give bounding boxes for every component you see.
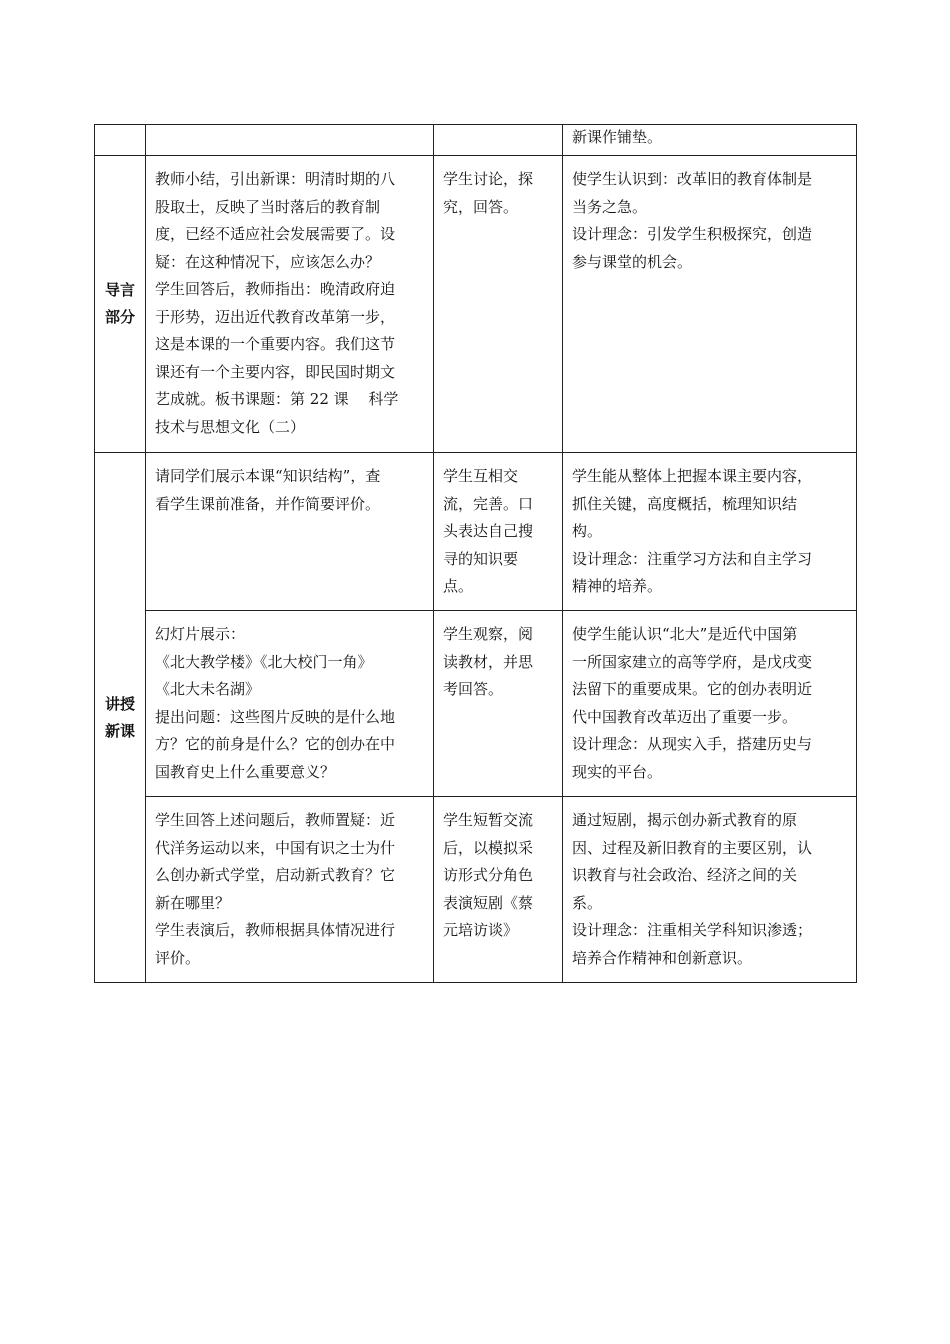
- teacher-activity-line: 《北大未名湖》: [155, 680, 261, 698]
- teacher-activity-line: 技术与思想文化（二）: [155, 417, 306, 436]
- design-intent-cell: [563, 611, 857, 797]
- teacher-activity-line: 疑：在这种情况下，应该怎么办？: [155, 252, 381, 271]
- design-intent-cell: [563, 125, 857, 156]
- design-intent-cell: [563, 797, 857, 983]
- student-activity-cell: [434, 156, 563, 453]
- design-intent-line: 现实的平台。: [572, 762, 663, 781]
- student-activity-cell: [434, 797, 563, 983]
- design-intent-line: 精神的培养。: [572, 577, 663, 595]
- teacher-activity-line: 这是本课的一个重要内容。我们这节: [155, 335, 396, 353]
- design-intent-line: 因、过程及新旧教育的主要区别，认: [572, 838, 813, 857]
- teacher-activity-line: 评价。: [155, 948, 201, 967]
- design-intent-cell: [563, 453, 857, 611]
- teacher-activity-line: 学生回答上述问题后，教师置疑：近: [155, 811, 396, 829]
- design-intent-cell: [563, 156, 857, 453]
- teacher-activity-line: 学生回答后，教师指出：晚清政府迫: [155, 280, 396, 298]
- teacher-activity-line: 课还有一个主要内容，即民国时期文: [155, 362, 396, 381]
- student-activity-line: 流，完善。口: [443, 494, 534, 513]
- teacher-activity-line: 请同学们展示本课“知识结构”，查: [155, 467, 381, 485]
- design-intent-line: 系。: [572, 893, 603, 912]
- teacher-activity-line: 国教育史上什么重要意义？: [155, 762, 336, 781]
- teacher-activity-line: 艺成就。板书课题：第 22 课 科学: [155, 390, 399, 408]
- teacher-activity-line: 度，已经不适应社会发展需要了。设: [155, 225, 396, 243]
- section-label-new-lesson: [95, 453, 146, 983]
- student-activity-line: 头表达自己搜: [443, 522, 534, 540]
- teacher-activity-cell-empty: [146, 125, 434, 156]
- design-intent-line: 学生能从整体上把握本课主要内容，: [572, 467, 813, 485]
- teacher-activity-line: 学生表演后，教师根据具体情况进行: [155, 921, 396, 939]
- section-label-intro: [95, 156, 146, 453]
- teacher-activity-cell: [146, 611, 434, 797]
- lesson-plan-table: [94, 124, 857, 983]
- student-activity-line: 考回答。: [443, 680, 504, 698]
- design-intent-line: 法留下的重要成果。它的创办表明近: [572, 680, 813, 698]
- design-intent-line: 设计理念：注重学习方法和自主学习: [572, 549, 813, 568]
- design-intent-line: 构。: [572, 522, 603, 540]
- design-intent-line: 抓住关键，高度概括，梳理知识结: [572, 494, 798, 513]
- design-intent-line: 识教育与社会政治、经济之间的关: [572, 866, 798, 884]
- design-intent-line: 使学生能认识“北大”是近代中国第: [572, 625, 798, 643]
- student-activity-line: 表演短剧《蔡: [443, 893, 534, 912]
- design-intent-line: 通过短剧，揭示创办新式教育的原: [572, 811, 798, 829]
- student-activity-line: 读教材，并思: [443, 652, 534, 671]
- teacher-activity-line: 《北大教学楼》《北大校门一角》: [155, 652, 373, 671]
- teacher-activity-cell: [146, 453, 434, 611]
- teacher-activity-line: 新在哪里？: [155, 893, 231, 912]
- design-intent-line: 代中国教育改革迈出了重要一步。: [572, 707, 798, 726]
- teacher-activity-cell: [146, 156, 434, 453]
- teacher-activity-line: 代洋务运动以来，中国有识之士为什: [155, 838, 396, 857]
- table-row-new-lesson-1: [95, 453, 857, 611]
- teacher-activity-line: 么创办新式学堂，启动新式教育？它: [155, 866, 396, 884]
- student-activity-line: 学生互相交: [443, 467, 519, 485]
- section-cell-empty: [95, 125, 146, 156]
- student-activity-line: 元培访谈》: [443, 921, 519, 939]
- student-activity-line: 究，回答。: [443, 197, 519, 216]
- student-activity-cell-empty: [434, 125, 563, 156]
- student-activity-line: 学生讨论，探: [443, 170, 534, 188]
- student-activity-cell: [434, 453, 563, 611]
- teacher-activity-cell: [146, 797, 434, 983]
- design-intent-line: 一所国家建立的高等学府，是戊戌变: [572, 652, 813, 671]
- section-label-line: 新课: [104, 721, 135, 740]
- design-intent-line: 设计理念：引发学生积极探究，创造: [572, 225, 813, 243]
- student-activity-cell: [434, 611, 563, 797]
- table-row-new-lesson-2: [95, 611, 857, 797]
- design-intent-line: 参与课堂的机会。: [572, 252, 693, 271]
- teacher-activity-line: 幻灯片展示：: [155, 625, 246, 643]
- teacher-activity-line: 股取士，反映了当时落后的教育制: [155, 197, 381, 216]
- table-row-continuation: [95, 125, 857, 156]
- student-activity-line: 学生观察，阅: [443, 625, 534, 643]
- table-row-intro: [95, 156, 857, 453]
- teacher-activity-line: 看学生课前准备，并作简要评价。: [155, 494, 381, 513]
- section-label-line: 讲授: [104, 694, 135, 713]
- design-intent-line: 当务之急。: [572, 197, 648, 216]
- student-activity-line: 寻的知识要: [443, 549, 519, 568]
- design-intent-line: 使学生认识到：改革旧的教育体制是: [572, 170, 813, 188]
- teacher-activity-line: 提出问题：这些图片反映的是什么地: [155, 707, 396, 726]
- student-activity-line: 后，以模拟采: [443, 838, 534, 857]
- section-label-line: 部分: [104, 308, 135, 326]
- table-row-new-lesson-3: [95, 797, 857, 983]
- student-activity-line: 点。: [443, 577, 474, 595]
- section-label-line: 导言: [104, 281, 135, 299]
- design-intent-line: 设计理念：注重相关学科知识渗透；: [572, 921, 813, 939]
- design-intent-line: 培养合作精神和创新意识。: [572, 948, 753, 967]
- design-intent-line: 设计理念：从现实入手，搭建历史与: [572, 735, 813, 753]
- student-activity-line: 访形式分角色: [443, 866, 534, 884]
- student-activity-line: 学生短暂交流: [443, 811, 534, 829]
- teacher-activity-line: 方？它的前身是什么？它的创办在中: [155, 735, 396, 753]
- teacher-activity-line: 于形势，迈出近代教育改革第一步，: [155, 307, 396, 326]
- teacher-activity-line: 教师小结，引出新课：明清时期的八: [155, 170, 396, 188]
- design-intent-text: 新课作铺垫。: [572, 128, 663, 146]
